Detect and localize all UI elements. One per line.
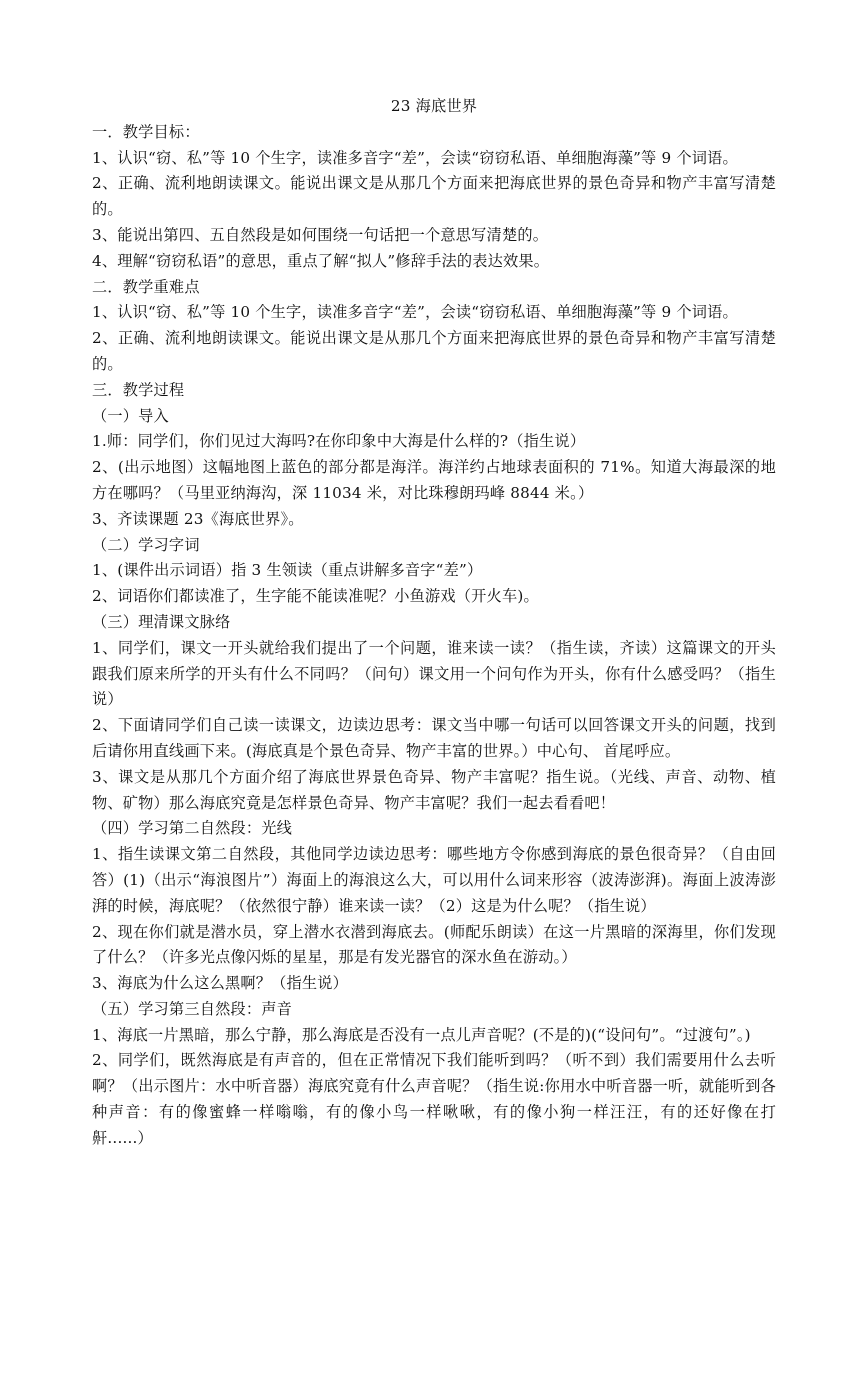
- subsection-heading: （五）学习第三自然段：声音: [92, 999, 293, 1018]
- paragraph: 3、能说出第四、五自然段是如何围绕一句话把一个意思写清楚的。: [92, 225, 549, 244]
- section-heading: 一．教学目标：: [92, 122, 200, 141]
- paragraph: 1、同学们，课文一开头就给我们提出了一个问题，谁来读一读？（指生读，齐读）这篇课文的开头跟我们原来所学的开头有什么不同吗？（问句）课文用一个问句作为开头，你有什么感受吗？（指生说）: [92, 638, 776, 709]
- paragraph: 2、(出示地图）这幅地图上蓝色的部分都是海洋。海洋约占地球表面积的 71%。知道大海最深的地方在哪吗？（马里亚纳海沟，深 11034 米，对比珠穆朗玛峰 8844 米。）: [92, 458, 776, 502]
- paragraph: 3、齐读课题 23《海底世界》。: [92, 509, 304, 528]
- paragraph: 2、正确、流利地朗读课文。能说出课文是从那几个方面来把海底世界的景色奇异和物产丰富写清楚的。: [92, 329, 776, 373]
- document-title: 23 海底世界: [390, 97, 478, 115]
- paragraph: 2、现在你们就是潜水员，穿上潜水衣潜到海底去。(师配乐朗读）在这一片黑暗的深海里，你们发现了什么？（许多光点像闪烁的星星，那是有发光器官的深水鱼在游动。）: [92, 922, 776, 967]
- paragraph: 1、认识“窃、私”等 10 个生字，读准多音字“差”，会读“窃窃私语、单细胞海藻”等 9 个词语。: [92, 303, 738, 322]
- paragraph: 3、海底为什么这么黑啊？（指生说）: [92, 974, 349, 993]
- subsection-heading: （一）导入: [92, 406, 169, 425]
- paragraph: 1、指生读课文第二自然段，其他同学边读边思考：哪些地方令你感到海底的景色很奇异？（自由回答）(1)（出示“海浪图片”）海面上的海浪这么大，可以用什么词来形容（波涛澎湃)。海面上波涛澎湃的时候，海底呢？（依然很宁静）谁来读一读？（2）这是为什么呢？（指生说）: [92, 845, 776, 915]
- document-body: [92, 120, 776, 1152]
- paragraph: 2、词语你们都读准了，生字能不能读准呢？小鱼游戏（开火车)。: [92, 587, 539, 606]
- paragraph: 3、课文是从那几个方面介绍了海底世界景色奇异、物产丰富呢？指生说。（光线、声音、动物、植物、矿物）那么海底究竟是怎样景色奇异、物产丰富呢？我们一起去看看吧！: [92, 767, 776, 812]
- document-page: [92, 94, 776, 1152]
- paragraph: 4、理解“窃窃私语”的意思，重点了解“拟人”修辞手法的表达效果。: [92, 251, 550, 270]
- paragraph: 1.师：同学们，你们见过大海吗?在你印象中大海是什么样的?（指生说）: [92, 432, 586, 451]
- paragraph: 1、认识“窃、私”等 10 个生字，读准多音字“差”，会读“窃窃私语、单细胞海藻”等 9 个词语。: [92, 148, 738, 167]
- paragraph: 2、同学们，既然海底是有声音的，但在正常情况下我们能听到吗？（听不到）我们需要用什么去听啊？（出示图片：水中听音器）海底究竟有什么声音呢？（指生说:你用水中听音器一听，就能听到各种声音：有的像蜜蜂一样嗡嗡，有的像小鸟一样啾啾，有的像小狗一样汪汪，有的还好像在打鼾......）: [92, 1051, 776, 1147]
- paragraph: 2、下面请同学们自己读一读课文，边读边思考：课文当中哪一句话可以回答课文开头的问题，找到后请你用直线画下来。(海底真是个景色奇异、物产丰富的世界。）中心句、 首尾呼应。: [92, 716, 776, 760]
- section-heading: 二．教学重难点: [92, 277, 200, 296]
- paragraph: 2、正确、流利地朗读课文。能说出课文是从那几个方面来把海底世界的景色奇异和物产丰富写清楚的。: [92, 174, 776, 219]
- subsection-heading: （三）理清课文脉络: [92, 612, 231, 631]
- paragraph: 1、海底一片黑暗，那么宁静，那么海底是否没有一点儿声音呢？(不是的)(“设问句”。“过渡句”。): [92, 1025, 751, 1044]
- section-heading: 三．教学过程: [92, 380, 185, 399]
- subsection-heading: （四）学习第二自然段：光线: [92, 819, 293, 838]
- subsection-heading: （二）学习字词: [92, 535, 200, 554]
- paragraph: 1、(课件出示词语）指 3 生领读（重点讲解多音字“差”）: [92, 561, 483, 580]
